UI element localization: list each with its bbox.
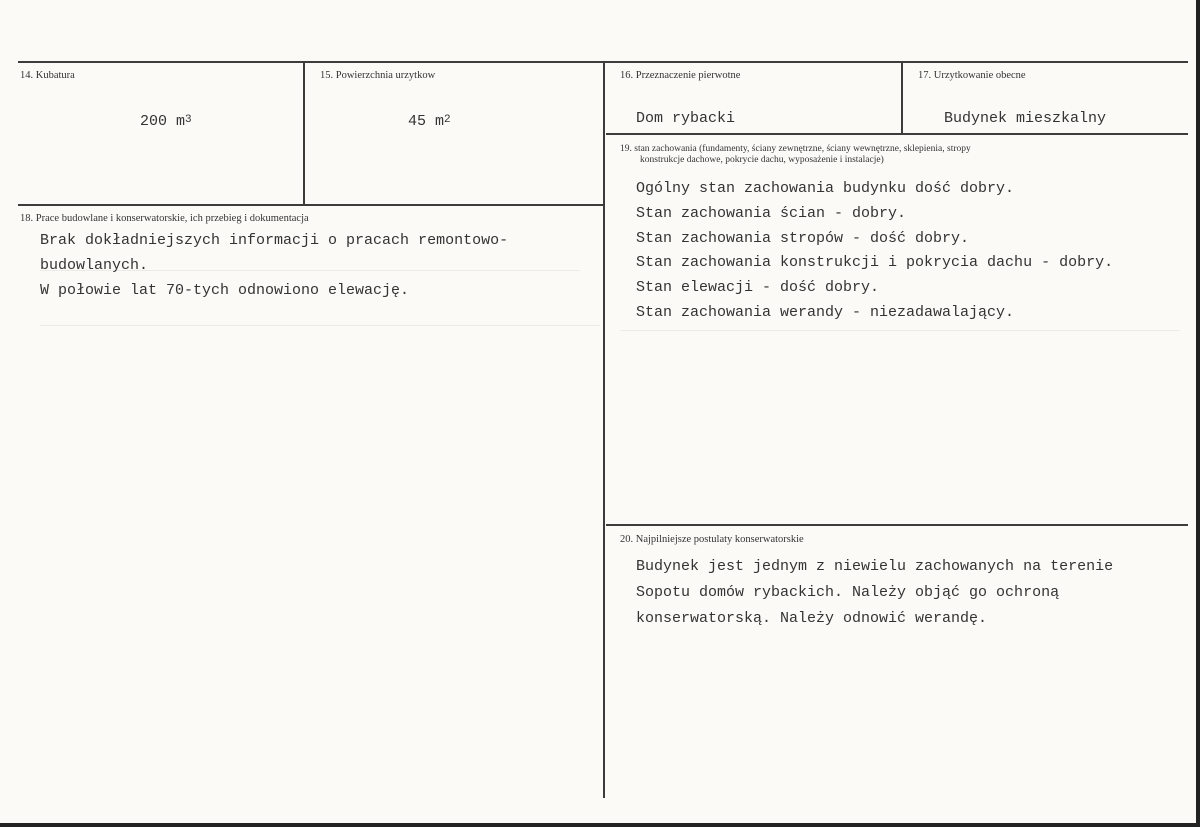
prace-label: 18. Prace budowlane i konserwatorskie, ich przebieg i dokumentacja bbox=[20, 213, 309, 224]
right-section-divider-bottom bbox=[606, 524, 1188, 526]
postulaty-line: Sopotu domów rybackich. Należy objąć go ochroną bbox=[636, 584, 1060, 601]
prace-text bbox=[40, 229, 508, 303]
postulaty-label: 20. Najpilniejsze postulaty konserwatorskie bbox=[620, 534, 804, 545]
kubatura-label: 14. Kubatura bbox=[20, 70, 75, 81]
uzytkowanie-value: Budynek mieszkalny bbox=[944, 110, 1107, 127]
prace-line: Brak dokładniejszych informacji o pracach remontowo- bbox=[40, 232, 509, 249]
powierzchnia-label: 15. Powierzchnia urzytkow bbox=[320, 70, 436, 81]
prace-line: budowlanych. bbox=[40, 256, 149, 274]
cell-divider-14-15 bbox=[303, 62, 305, 204]
postulaty-line: konserwatorską. Należy odnowić werandę. bbox=[636, 610, 988, 627]
przeznaczenie-value: Dom rybacki bbox=[636, 110, 736, 127]
powierzchnia-value bbox=[408, 113, 451, 130]
stan-text bbox=[636, 177, 1113, 326]
stan-line: Stan zachowania ścian - dobry. bbox=[636, 204, 907, 222]
kubatura-exponent: 3 bbox=[185, 114, 192, 126]
przeznaczenie-label: 16. Przeznaczenie pierwotne bbox=[620, 70, 741, 81]
uzytkowanie-label: 17. Urzytkowanie obecne bbox=[918, 70, 1026, 81]
postulaty-text bbox=[636, 554, 1113, 632]
cell-divider-16-17 bbox=[901, 62, 903, 133]
stan-label-line2: konstrukcje dachowe, pokrycie dachu, wyposażenie i instalacje) bbox=[640, 155, 884, 165]
postulaty-line: Budynek jest jednym z niewielu zachowanych na terenie bbox=[636, 558, 1114, 575]
stan-label-line1: 19. stan zachowania (fundamenty, ściany zewnętrzne, ściany wewnętrzne, sklepienia, stropy bbox=[620, 144, 971, 154]
center-column-divider bbox=[603, 62, 605, 798]
powierzchnia-exponent: 2 bbox=[444, 114, 451, 126]
kubatura-value bbox=[140, 113, 192, 130]
stan-line: Stan elewacji - dość dobry. bbox=[636, 279, 880, 297]
stan-line: Stan zachowania werandy - niezadawalający. bbox=[636, 303, 1015, 321]
show-through-line bbox=[40, 325, 600, 326]
right-section-divider-top bbox=[606, 133, 1188, 135]
left-section-divider bbox=[18, 204, 604, 206]
powierzchnia-number: 45 m bbox=[408, 113, 445, 130]
kubatura-number: 200 m bbox=[140, 113, 186, 130]
show-through-line bbox=[620, 330, 1180, 331]
prace-line: W połowie lat 70-tych odnowiono elewację. bbox=[40, 281, 410, 299]
stan-line: Stan zachowania konstrukcji i pokrycia dachu - dobry. bbox=[636, 254, 1114, 272]
stan-line: Stan zachowania stropów - dość dobry. bbox=[636, 229, 970, 247]
stan-line: Ogólny stan zachowania budynku dość dobry. bbox=[636, 180, 1015, 197]
